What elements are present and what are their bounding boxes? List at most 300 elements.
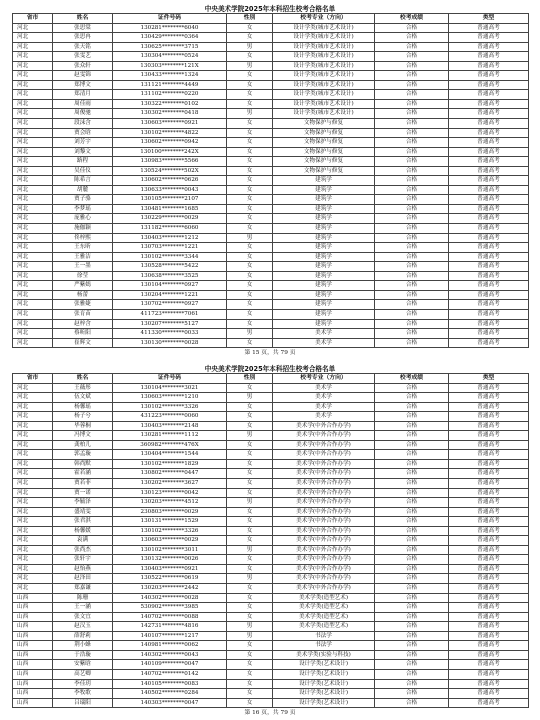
name-cell: 龚柏儿	[53, 440, 113, 450]
gender-cell: 女	[227, 593, 273, 603]
gender-cell: 女	[227, 224, 273, 234]
gender-cell: 男	[227, 622, 273, 632]
gender-cell: 女	[227, 660, 273, 670]
province-cell: 河北	[13, 233, 53, 243]
gender-cell: 女	[227, 507, 273, 517]
id-number-cell: 130204********1221	[113, 290, 227, 300]
major-cell: 美术学	[273, 393, 375, 403]
gender-cell: 女	[227, 564, 273, 574]
gender-cell: 女	[227, 243, 273, 253]
major-cell: 美术学	[273, 402, 375, 412]
province-cell: 河北	[13, 52, 53, 62]
major-cell: 设计学类(城市艺术设计)	[273, 71, 375, 81]
id-number-cell: 130602********0626	[113, 176, 227, 186]
type-cell: 普通高考	[449, 80, 529, 90]
type-cell: 普通高考	[449, 204, 529, 214]
province-cell: 河北	[13, 574, 53, 584]
gender-cell: 男	[227, 545, 273, 555]
table-row	[13, 507, 529, 517]
province-cell: 山西	[13, 660, 53, 670]
name-cell: 韩尚默	[53, 459, 113, 469]
major-cell: 文物保护与修复	[273, 138, 375, 148]
gender-cell: 女	[227, 157, 273, 167]
table-row	[13, 564, 529, 574]
major-cell: 美术学	[273, 338, 375, 348]
province-cell: 河北	[13, 109, 53, 119]
result-cell: 合格	[375, 166, 449, 176]
table-row	[13, 450, 529, 460]
province-cell: 河北	[13, 421, 53, 431]
name-cell: 毕蓉桐	[53, 421, 113, 431]
name-cell: 袁满	[53, 536, 113, 546]
result-cell: 合格	[375, 631, 449, 641]
result-cell: 合格	[375, 80, 449, 90]
name-cell: 崔辉文	[53, 338, 113, 348]
major-cell: 美术学(中外合作办学)	[273, 479, 375, 489]
gender-cell: 女	[227, 383, 273, 393]
table-row	[13, 498, 529, 508]
result-cell: 合格	[375, 71, 449, 81]
result-cell: 合格	[375, 383, 449, 393]
province-cell: 河北	[13, 555, 53, 565]
type-cell: 普通高考	[449, 631, 529, 641]
gender-cell: 女	[227, 271, 273, 281]
name-cell: 张雯艺	[53, 52, 113, 62]
admission-table	[12, 13, 529, 348]
major-cell: 书法学	[273, 641, 375, 651]
result-cell: 合格	[375, 233, 449, 243]
name-cell: 周佳雨	[53, 99, 113, 109]
id-number-cell: 130131********1529	[113, 517, 227, 527]
type-cell: 普通高考	[449, 698, 529, 708]
type-cell: 普通高考	[449, 679, 529, 689]
column-header: 类型	[449, 14, 529, 24]
type-cell: 普通高考	[449, 517, 529, 527]
column-header: 校考专业（方向）	[273, 374, 375, 384]
result-cell: 合格	[375, 281, 449, 291]
major-cell: 设计学类(艺术设计)	[273, 660, 375, 670]
id-number-cell: 130229********0029	[113, 214, 227, 224]
column-header: 类型	[449, 374, 529, 384]
gender-cell: 女	[227, 612, 273, 622]
column-header: 姓名	[53, 14, 113, 24]
result-cell: 合格	[375, 498, 449, 508]
id-number-cell: 130322********0102	[113, 99, 227, 109]
type-cell: 普通高考	[449, 309, 529, 319]
province-cell: 河北	[13, 90, 53, 100]
table-row	[13, 176, 529, 186]
result-cell: 合格	[375, 338, 449, 348]
major-cell: 美术学	[273, 383, 375, 393]
type-cell: 普通高考	[449, 252, 529, 262]
table-row	[13, 440, 529, 450]
gender-cell: 女	[227, 71, 273, 81]
gender-cell: 女	[227, 603, 273, 613]
gender-cell: 女	[227, 450, 273, 460]
major-cell: 设计学类(艺术设计)	[273, 669, 375, 679]
name-cell: 张尚杰	[53, 545, 113, 555]
major-cell: 建筑学	[273, 233, 375, 243]
major-cell: 美术学(中外合作办学)	[273, 498, 375, 508]
id-number-cell: 130528********5422	[113, 262, 227, 272]
result-cell: 合格	[375, 319, 449, 329]
name-cell: 贾一诺	[53, 488, 113, 498]
id-number-cell: 130281********6040	[113, 23, 227, 33]
province-cell: 山西	[13, 593, 53, 603]
province-cell: 河北	[13, 224, 53, 234]
name-cell: 杨蕾	[53, 290, 113, 300]
name-cell: 徐莹	[53, 271, 113, 281]
type-cell: 普通高考	[449, 574, 529, 584]
table-row	[13, 252, 529, 262]
major-cell: 美术学(中外合作办学)	[273, 488, 375, 498]
type-cell: 普通高考	[449, 90, 529, 100]
name-cell: 王一涵	[53, 603, 113, 613]
gender-cell: 女	[227, 119, 273, 129]
table-row	[13, 574, 529, 584]
type-cell: 普通高考	[449, 33, 529, 43]
province-cell: 河北	[13, 185, 53, 195]
table-row	[13, 536, 529, 546]
id-number-cell: 142731********4816	[113, 622, 227, 632]
name-cell: 张思冉	[53, 33, 113, 43]
id-number-cell: 130102********3011	[113, 545, 227, 555]
name-cell: 伍文斌	[53, 393, 113, 403]
province-cell: 山西	[13, 698, 53, 708]
column-header: 校考专业（方向）	[273, 14, 375, 24]
gender-cell: 男	[227, 631, 273, 641]
id-number-cell: 130603********0921	[113, 119, 227, 129]
id-number-cell: 360982********476X	[113, 440, 227, 450]
gender-cell: 男	[227, 109, 273, 119]
gender-cell: 女	[227, 679, 273, 689]
major-cell: 建筑学	[273, 281, 375, 291]
gender-cell: 女	[227, 185, 273, 195]
major-cell: 建筑学	[273, 252, 375, 262]
id-number-cell: 140302********0028	[113, 593, 227, 603]
result-cell: 合格	[375, 99, 449, 109]
table-row	[13, 80, 529, 90]
table-row	[13, 109, 529, 119]
major-cell: 美术学	[273, 412, 375, 422]
name-cell: 郑嘉谦	[53, 584, 113, 594]
column-header: 证件号码	[113, 14, 227, 24]
type-cell: 普通高考	[449, 402, 529, 412]
major-cell: 建筑学	[273, 195, 375, 205]
major-cell: 设计学类(城市艺术设计)	[273, 99, 375, 109]
province-cell: 河北	[13, 488, 53, 498]
gender-cell: 女	[227, 698, 273, 708]
page-number: 第 16 页，共 79 页	[244, 710, 296, 716]
name-cell: 贾若菲	[53, 479, 113, 489]
column-header: 校考成绩	[375, 374, 449, 384]
province-cell: 河北	[13, 195, 53, 205]
result-cell: 合格	[375, 526, 449, 536]
result-cell: 合格	[375, 622, 449, 632]
table-row	[13, 214, 529, 224]
result-cell: 合格	[375, 262, 449, 272]
table-body	[13, 23, 529, 348]
table-row	[13, 23, 529, 33]
table-row	[13, 431, 529, 441]
id-number-cell: 130130********0028	[113, 338, 227, 348]
gender-cell: 女	[227, 421, 273, 431]
result-cell: 合格	[375, 641, 449, 651]
table-row	[13, 262, 529, 272]
major-cell: 建筑学	[273, 290, 375, 300]
province-cell: 河北	[13, 147, 53, 157]
major-cell: 美术学(中外合作办学)	[273, 440, 375, 450]
gender-cell: 女	[227, 526, 273, 536]
table-row	[13, 99, 529, 109]
major-cell: 文物保护与修复	[273, 166, 375, 176]
table-row	[13, 650, 529, 660]
result-cell: 合格	[375, 33, 449, 43]
major-cell: 美术学	[273, 329, 375, 339]
type-cell: 普通高考	[449, 526, 529, 536]
type-cell: 普通高考	[449, 290, 529, 300]
id-number-cell: 130102********3344	[113, 252, 227, 262]
type-cell: 普通高考	[449, 128, 529, 138]
gender-cell: 女	[227, 440, 273, 450]
name-cell: 赵泽田	[53, 574, 113, 584]
id-number-cell: 130207********5127	[113, 319, 227, 329]
type-cell: 普通高考	[449, 176, 529, 186]
type-cell: 普通高考	[449, 185, 529, 195]
table-row	[13, 300, 529, 310]
type-cell: 普通高考	[449, 383, 529, 393]
id-number-cell: 130602********0942	[113, 138, 227, 148]
id-number-cell: 230803********0029	[113, 507, 227, 517]
result-cell: 合格	[375, 214, 449, 224]
type-cell: 普通高考	[449, 71, 529, 81]
province-cell: 河北	[13, 584, 53, 594]
province-cell: 河北	[13, 526, 53, 536]
gender-cell: 女	[227, 469, 273, 479]
name-cell: 荆小蜂	[53, 641, 113, 651]
name-cell: 杨馨瑶	[53, 402, 113, 412]
province-cell: 河北	[13, 412, 53, 422]
table-row	[13, 555, 529, 565]
name-cell: 胡麓	[53, 185, 113, 195]
gender-cell: 女	[227, 128, 273, 138]
table-row	[13, 166, 529, 176]
name-cell: 张雅婕	[53, 300, 113, 310]
gender-cell: 女	[227, 52, 273, 62]
type-cell: 普通高考	[449, 479, 529, 489]
result-cell: 合格	[375, 185, 449, 195]
type-cell: 普通高考	[449, 109, 529, 119]
table-row	[13, 319, 529, 329]
result-cell: 合格	[375, 90, 449, 100]
id-number-cell: 130404********1544	[113, 450, 227, 460]
table-row	[13, 329, 529, 339]
type-cell: 普通高考	[449, 564, 529, 574]
result-cell: 合格	[375, 431, 449, 441]
province-cell: 山西	[13, 622, 53, 632]
name-cell: 贾会晗	[53, 128, 113, 138]
major-cell: 美术学(中外合作办学)	[273, 507, 375, 517]
type-cell: 普通高考	[449, 459, 529, 469]
name-cell: 张轩宇	[53, 555, 113, 565]
major-cell: 建筑学	[273, 319, 375, 329]
type-cell: 普通高考	[449, 61, 529, 71]
major-cell: 美术学(中外合作办学)	[273, 584, 375, 594]
result-cell: 合格	[375, 243, 449, 253]
name-cell: 杨馨媛	[53, 526, 113, 536]
result-cell: 合格	[375, 440, 449, 450]
major-cell: 美术学类(造型艺术)	[273, 612, 375, 622]
major-cell: 美术学(中外合作办学)	[273, 450, 375, 460]
result-cell: 合格	[375, 479, 449, 489]
province-cell: 河北	[13, 450, 53, 460]
table-row	[13, 243, 529, 253]
major-cell: 建筑学	[273, 185, 375, 195]
name-cell: 张思棠	[53, 23, 113, 33]
column-header: 性别	[227, 374, 273, 384]
gender-cell: 女	[227, 33, 273, 43]
major-cell: 美术学(中外合作办学)	[273, 536, 375, 546]
table-row	[13, 195, 529, 205]
type-cell: 普通高考	[449, 450, 529, 460]
type-cell: 普通高考	[449, 536, 529, 546]
result-cell: 合格	[375, 421, 449, 431]
result-cell: 合格	[375, 412, 449, 422]
table-row	[13, 612, 529, 622]
gender-cell: 女	[227, 281, 273, 291]
name-cell: 严紫嫣	[53, 281, 113, 291]
type-cell: 普通高考	[449, 243, 529, 253]
province-cell: 河北	[13, 166, 53, 176]
type-cell: 普通高考	[449, 650, 529, 660]
province-cell: 河北	[13, 300, 53, 310]
table-row	[13, 61, 529, 71]
major-cell: 美术学(中外合作办学)	[273, 469, 375, 479]
id-number-cell: 140303********0047	[113, 698, 227, 708]
column-header: 校考成绩	[375, 14, 449, 24]
type-cell: 普通高考	[449, 488, 529, 498]
table-row	[13, 157, 529, 167]
province-cell: 河北	[13, 271, 53, 281]
gender-cell: 男	[227, 431, 273, 441]
table-row	[13, 290, 529, 300]
id-number-cell: 411330********0033	[113, 329, 227, 339]
province-cell: 河北	[13, 402, 53, 412]
name-cell: 王东昕	[53, 243, 113, 253]
name-cell: 施伽颖	[53, 224, 113, 234]
id-number-cell: 130104********0927	[113, 281, 227, 291]
table-row	[13, 603, 529, 613]
table-row	[13, 281, 529, 291]
gender-cell: 女	[227, 90, 273, 100]
table-row	[13, 147, 529, 157]
province-cell: 河北	[13, 71, 53, 81]
province-cell: 河北	[13, 204, 53, 214]
name-cell: 郑清月	[53, 90, 113, 100]
id-number-cell: 130603********0029	[113, 536, 227, 546]
id-number-cell: 130281********1112	[113, 431, 227, 441]
type-cell: 普通高考	[449, 166, 529, 176]
type-cell: 普通高考	[449, 641, 529, 651]
major-cell: 设计学类(城市艺术设计)	[273, 23, 375, 33]
table-row	[13, 33, 529, 43]
name-cell: 吕瑞阳	[53, 698, 113, 708]
result-cell: 合格	[375, 176, 449, 186]
major-cell: 设计学类(城市艺术设计)	[273, 52, 375, 62]
id-number-cell: 140107********1217	[113, 631, 227, 641]
id-number-cell: 130481********1685	[113, 204, 227, 214]
table-row	[13, 138, 529, 148]
type-cell: 普通高考	[449, 329, 529, 339]
table-row	[13, 679, 529, 689]
province-cell: 河北	[13, 262, 53, 272]
province-cell: 河北	[13, 479, 53, 489]
gender-cell: 女	[227, 584, 273, 594]
major-cell: 设计学类(城市艺术设计)	[273, 61, 375, 71]
major-cell: 建筑学	[273, 300, 375, 310]
type-cell: 普通高考	[449, 262, 529, 272]
result-cell: 合格	[375, 195, 449, 205]
name-cell: 陈希言	[53, 176, 113, 186]
name-cell: 杨子兮	[53, 412, 113, 422]
id-number-cell: 140702********0142	[113, 669, 227, 679]
result-cell: 合格	[375, 459, 449, 469]
major-cell: 美术学(中外合作办学)	[273, 421, 375, 431]
table-row	[13, 488, 529, 498]
result-cell: 合格	[375, 689, 449, 699]
name-cell: 吴佳仪	[53, 166, 113, 176]
province-cell: 河北	[13, 383, 53, 393]
id-number-cell: 130403********1212	[113, 233, 227, 243]
major-cell: 文物保护与修复	[273, 119, 375, 129]
gender-cell: 女	[227, 650, 273, 660]
name-cell: 张育苗	[53, 309, 113, 319]
province-cell: 河北	[13, 138, 53, 148]
result-cell: 合格	[375, 300, 449, 310]
province-cell: 河北	[13, 290, 53, 300]
table-row	[13, 421, 529, 431]
gender-cell: 女	[227, 479, 273, 489]
table-row	[13, 631, 529, 641]
province-cell: 河北	[13, 459, 53, 469]
type-cell: 普通高考	[449, 507, 529, 517]
result-cell: 合格	[375, 536, 449, 546]
type-cell: 普通高考	[449, 99, 529, 109]
gender-cell: 女	[227, 195, 273, 205]
id-number-cell: 130638********3525	[113, 271, 227, 281]
result-cell: 合格	[375, 669, 449, 679]
province-cell: 河北	[13, 99, 53, 109]
id-number-cell: 130105********2107	[113, 195, 227, 205]
result-cell: 合格	[375, 603, 449, 613]
major-cell: 文物保护与修复	[273, 157, 375, 167]
name-cell: 薛舒莉	[53, 631, 113, 641]
result-cell: 合格	[375, 224, 449, 234]
name-cell: 张君淇	[53, 517, 113, 527]
id-number-cell: 131121********4449	[113, 80, 227, 90]
type-cell: 普通高考	[449, 157, 529, 167]
name-cell: 贾子骆	[53, 195, 113, 205]
type-cell: 普通高考	[449, 421, 529, 431]
type-cell: 普通高考	[449, 338, 529, 348]
name-cell: 郭孟璇	[53, 450, 113, 460]
result-cell: 合格	[375, 329, 449, 339]
page-number: 第 15 页，共 79 页	[244, 350, 296, 356]
table-row	[13, 622, 529, 632]
table-row	[13, 42, 529, 52]
table-row	[13, 469, 529, 479]
gender-cell: 女	[227, 176, 273, 186]
